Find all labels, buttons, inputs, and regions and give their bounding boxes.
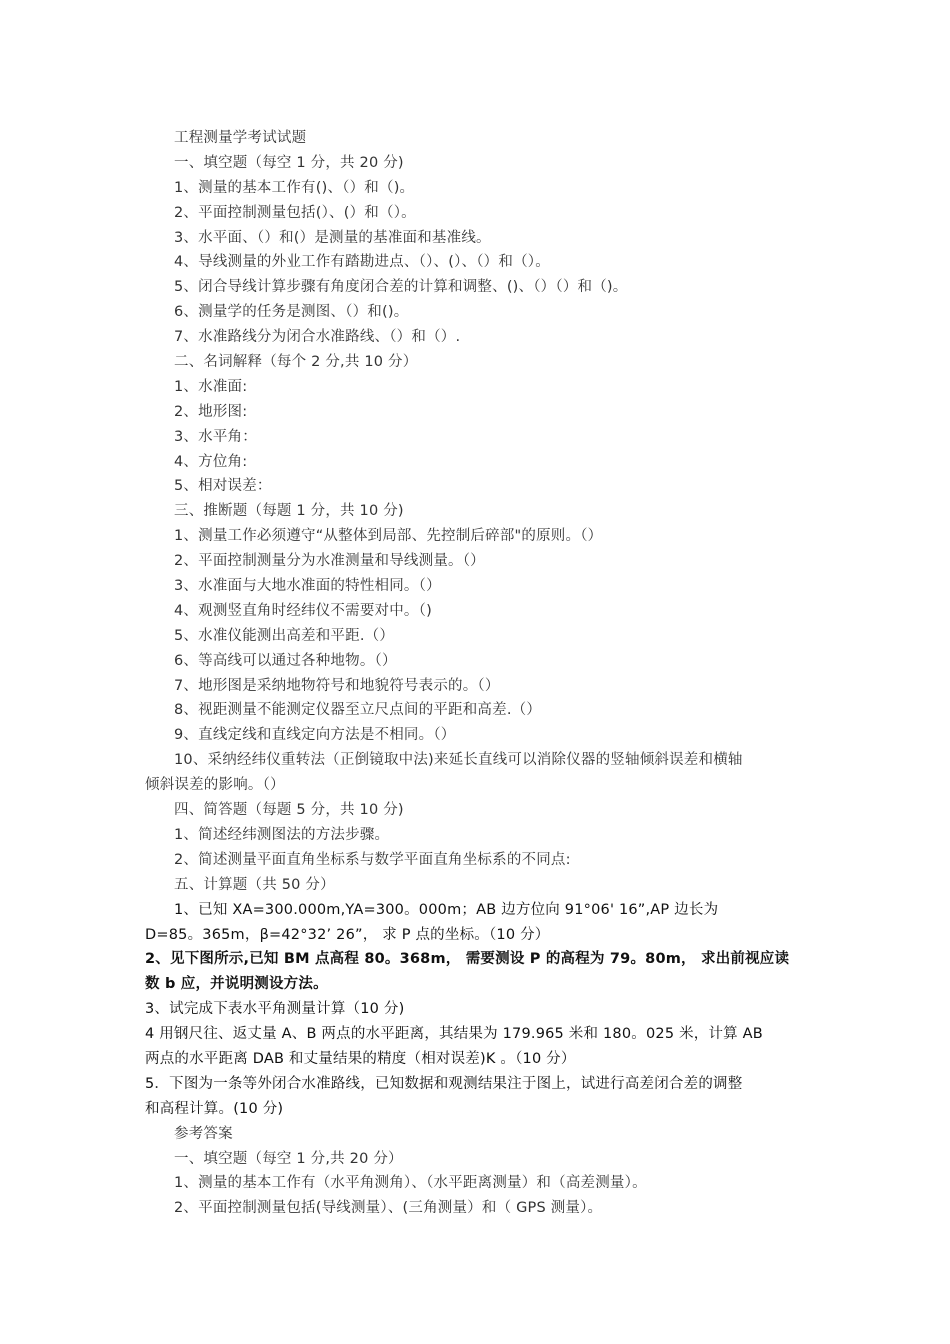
text-line: 两点的水平距离 DAB 和丈量结果的精度（相对误差)K 。（10 分） bbox=[145, 1050, 576, 1067]
text-line: 3、水平面、（）和(）是测量的基准面和基准线。 bbox=[174, 229, 491, 246]
text-line: 6、测量学的任务是测图、（）和()。 bbox=[174, 304, 409, 321]
text-line: 4 用钢尺往、返丈量 A、B 两点的水平距离，其结果为 179.965 米和 180。025 米，计算 AB bbox=[145, 1026, 763, 1043]
text-line: 2、地形图: bbox=[174, 403, 248, 420]
text-line: 1、已知 XA=300.000m,YA=300。000m；AB 边方位向 91°06' 16”,AP 边长为 bbox=[174, 901, 719, 918]
text-line: 数 b 应，并说明测设方法。 bbox=[145, 976, 328, 993]
text-line: 3、水平角： bbox=[174, 428, 257, 445]
text-line: 3、水准面与大地水准面的特性相同。（） bbox=[174, 578, 441, 595]
text-line: 1、测量的基本工作有（水平角测角）、（水平距离测量）和（高差测量）。 bbox=[174, 1175, 647, 1192]
text-line: 8、视距测量不能测定仪器至立尺点间的平距和高差.（） bbox=[174, 702, 542, 719]
text-line: 4、观测竖直角时经纬仪不需要对中。（) bbox=[174, 602, 432, 619]
text-line: 1、水准面: bbox=[174, 378, 248, 395]
text-line: 4、导线测量的外业工作有踏勘进点、（）、(）、（）和（）。 bbox=[174, 254, 550, 271]
text-line: D=85。365m，β=42°32’ 26”， 求 P 点的坐标。（10 分） bbox=[145, 926, 550, 943]
text-line: 2、平面控制测量分为水准测量和导线测量。（） bbox=[174, 553, 485, 570]
text-line: 1、测量的基本工作有()、（）和（)。 bbox=[174, 179, 415, 196]
text-line: 二、名词解释（每个 2 分,共 10 分） bbox=[174, 354, 418, 371]
text-line: 倾斜误差的影响。（） bbox=[145, 777, 285, 794]
text-line: 和高程计算。(10 分) bbox=[145, 1100, 284, 1117]
document-body bbox=[145, 126, 810, 1221]
text-line: 7、地形图是采纳地物符号和地貌符号表示的。（） bbox=[174, 677, 500, 694]
text-line: 2、平面控制测量包括(导线测量）、(三角测量）和（ GPS 测量）。 bbox=[174, 1200, 603, 1217]
text-line: 10、采纳经纬仪重转法（正倒镜取中法)来延长直线可以消除仪器的竖轴倾斜误差和横轴 bbox=[174, 752, 743, 769]
text-line: 6、等高线可以通过各种地物。（） bbox=[174, 652, 397, 669]
text-line: 三、推断题（每题 1 分，共 10 分) bbox=[174, 503, 404, 520]
text-line: 一、填空题（每空 1 分，共 20 分) bbox=[174, 154, 404, 171]
text-line: 5、水准仪能测出高差和平距.（） bbox=[174, 627, 395, 644]
text-line: 工程测量学考试试题 bbox=[174, 130, 307, 146]
text-line: 4、方位角: bbox=[174, 453, 248, 470]
text-line: 2、简述测量平面直角坐标系与数学平面直角坐标系的不同点: bbox=[174, 851, 571, 868]
text-line: 9、直线定线和直线定向方法是不相同。（） bbox=[174, 727, 456, 744]
text-line: 参考答案 bbox=[174, 1125, 233, 1142]
text-line: 1、测量工作必须遵守“从整体到局部、先控制后碎部"的原则。（） bbox=[174, 528, 603, 545]
text-line: 7、水准路线分为闭合水准路线、（）和（）. bbox=[174, 329, 461, 346]
text-line: 四、简答题（每题 5 分，共 10 分) bbox=[174, 802, 404, 819]
text-line: 5．下图为一条等外闭合水准路线，已知数据和观测结果注于图上，试进行高差闭合差的调整 bbox=[145, 1075, 743, 1092]
text-line: 2、平面控制测量包括(）、(）和（）。 bbox=[174, 204, 416, 221]
text-line: 2、见下图所示,已知 BM 点高程 80。368m， 需要测设 P 的高程为 79。80m， 求出前视应读 bbox=[145, 951, 790, 968]
text-line: 3、试完成下表水平角测量计算（10 分) bbox=[145, 1001, 405, 1018]
text-line: 1、简述经纬测图法的方法步骤。 bbox=[174, 826, 390, 843]
text-line: 一、填空题（每空 1 分,共 20 分） bbox=[174, 1150, 403, 1167]
text-line: 5、相对误差： bbox=[174, 478, 272, 495]
text-line: 五、计算题（共 50 分） bbox=[174, 876, 335, 893]
text-line: 5、闭合导线计算步骤有角度闭合差的计算和调整、()、（）（）和（)。 bbox=[174, 279, 628, 296]
